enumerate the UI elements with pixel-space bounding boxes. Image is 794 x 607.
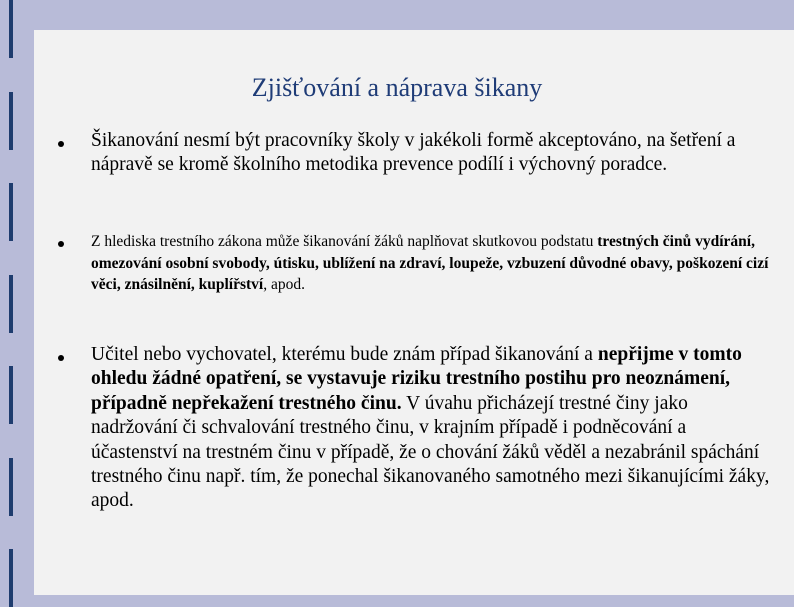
bullet-dot [58,141,64,147]
bullet-item-1 [91,129,771,176]
text-segment: Šikanování nesmí být pracovníky školy v jakékoli formě akceptováno, na šetření a nápravě se kromě školního metodika prevence podílí i výchovný poradce. [91,130,736,175]
bold-text-segment: nepřijme v tomto ohledu žádné opatření, se vystavuje riziku trestního postihu pro neoznámení, případně nepřekažení trestného činu. [91,344,742,414]
decorative-bar [9,366,13,424]
text-segment: Učitel nebo vychovatel, kterému bude znám případ šikanování a [91,344,598,365]
decorative-bar [9,183,13,241]
bullet-dot [58,355,64,361]
slide-title: Zjišťování a náprava šikany [251,73,543,102]
bullet-item-3 [91,343,771,514]
decorative-bar [9,458,13,516]
decorative-bar [9,275,13,333]
text-segment: , apod. [263,276,306,293]
bullet-dot [58,241,64,247]
text-segment: V úvahu přicházejí trestné činy jako nadržování či schvalování trestného činu, v krajním případě i podněcování a účastenství na trestném činu v případě, že o chování žáků věděl a nezabránil spáchání trestného činu např. tím, že ponechal šikanovaného samotného mezi šikanujícími žáky, apod. [91,392,770,512]
decorative-bar [9,549,13,607]
bullet-item-2 [91,231,771,296]
bold-text-segment: trestných činů vydírání, omezování osobní svobody, útisku, ublížení na zdraví, loupeže, vzbuzení důvodné obavy, poškození cizí věci, znásilnění, kuplířství [91,233,769,293]
decorative-bar [9,0,13,58]
text-segment: Z hlediska trestního zákona může šikanování žáků naplňovat skutkovou podstatu [91,233,598,250]
